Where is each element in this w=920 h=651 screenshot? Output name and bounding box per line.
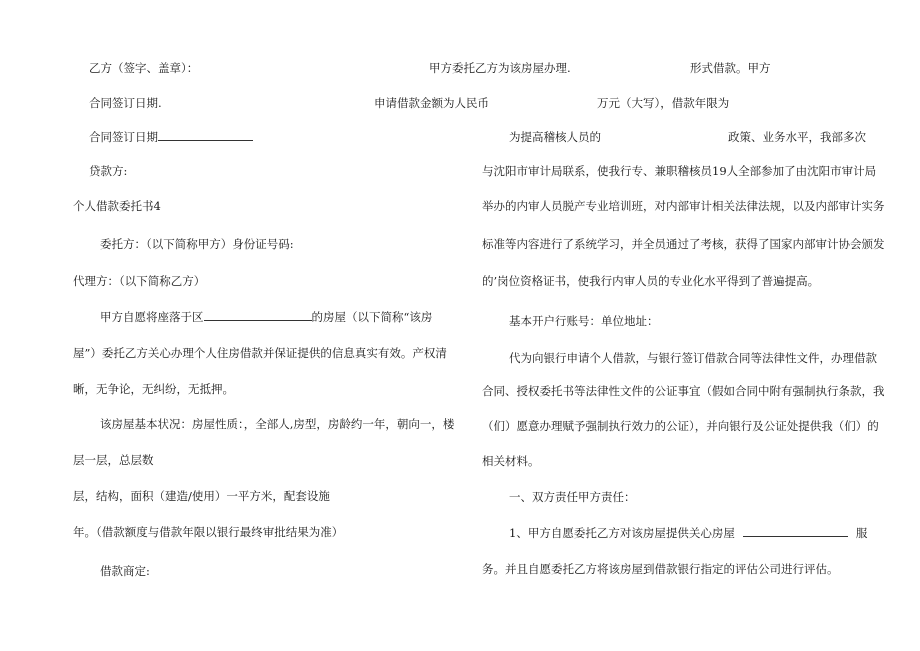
paragraph-line: 合同、授权委托书等法律性文件的公证事宜（假如合同中附有强制执行条款，我 bbox=[482, 384, 885, 398]
property-location-label: 甲方自愿将座落于区 bbox=[100, 310, 204, 324]
contract-date-line-1: 合同签订日期. bbox=[89, 96, 162, 110]
party-a-duty-line bbox=[509, 525, 867, 541]
loan-amount-text: 申请借款金额为人民币 bbox=[374, 96, 489, 110]
document-title: 个人借款委托书4 bbox=[73, 199, 161, 213]
loan-agreement-label: 借款商定: bbox=[100, 564, 150, 578]
paragraph-line: 年。（借款额度与借款年限以银行最终审批结果为准） bbox=[73, 525, 344, 539]
paragraph-line: 与沈阳市审计局联系，使我行专、兼职稽核员19人全部参加了由沈阳市审计局 bbox=[482, 164, 877, 178]
contract-date-label: 合同签订日期 bbox=[89, 130, 158, 144]
bank-account-line: 基本开户行账号：单位地址： bbox=[509, 314, 659, 328]
paragraph-line: 举办的内审人员脱产专业培训班，对内部审计相关法律法规，以及内部审计实务 bbox=[482, 199, 885, 213]
service-blank bbox=[743, 525, 848, 537]
party-a-duty-text: 1、甲方自愿委托乙方对该房屋提供关心房屋 bbox=[509, 526, 735, 540]
paragraph-line: 晰，无争论，无纠纷，无抵押。 bbox=[73, 382, 234, 396]
paragraph-line: 务。并且自愿委托乙方将该房屋到借款银行指定的评估公司进行评估。 bbox=[482, 562, 839, 576]
contract-date-blank bbox=[158, 129, 253, 141]
section-heading: 一、双方责任甲方责任： bbox=[509, 490, 636, 504]
paragraph-line: 政策、业务水平，我部多次 bbox=[728, 130, 866, 144]
party-b-signature-line: 乙方（签字、盖章）： bbox=[89, 61, 199, 75]
paragraph-line: 相关材料。 bbox=[482, 454, 540, 468]
district-blank bbox=[204, 309, 312, 321]
paragraph-line: 层，结构，面积（建造/使用）一平方米，配套设施 bbox=[73, 489, 330, 503]
property-status-line: 该房屋基本状况：房屋性质：，全部人,房型，房龄约一年，朝向一，楼 bbox=[100, 417, 455, 431]
property-location-line bbox=[100, 309, 432, 325]
paragraph-line: 代为向银行申请个人借款，与银行签订借款合同等法律性文件，办理借款 bbox=[509, 351, 877, 365]
lender-label: 贷款方: bbox=[89, 164, 128, 178]
principal-line: 委托方：（以下简称甲方）身份证号码: bbox=[100, 237, 294, 251]
party-a-duty-suffix: 服 bbox=[855, 526, 868, 540]
paragraph-line: 屋”）委托乙方关心办理个人住房借款并保证提供的信息真实有效。产权清 bbox=[73, 346, 447, 360]
agent-line: 代理方：（以下简称乙方） bbox=[73, 274, 206, 288]
loan-form-text: 形式借款。甲方 bbox=[690, 61, 771, 75]
paragraph-line: （们）愿意办理赋予强制执行效力的公证），并向银行及公证处提供我（们）的 bbox=[482, 419, 879, 433]
paragraph-line: 的’岗位资格证书，使我行内审人员的专业化水平得到了普遍提高。 bbox=[482, 274, 820, 288]
property-location-suffix: 的房屋（以下简称“该房 bbox=[311, 310, 433, 324]
paragraph-line: 层一层，总层数 bbox=[73, 453, 154, 467]
paragraph-line: 标准等内容进行了系统学习，并全员通过了考核，获得了国家内部审计协会颁发 bbox=[482, 237, 885, 251]
entrust-text: 甲方委托乙方为该房屋办理. bbox=[429, 61, 571, 75]
paragraph-line: 为提高稽核人员的 bbox=[509, 130, 601, 144]
contract-date-line-2 bbox=[89, 129, 253, 145]
loan-term-text: 万元（大写），借款年限为 bbox=[597, 96, 730, 110]
